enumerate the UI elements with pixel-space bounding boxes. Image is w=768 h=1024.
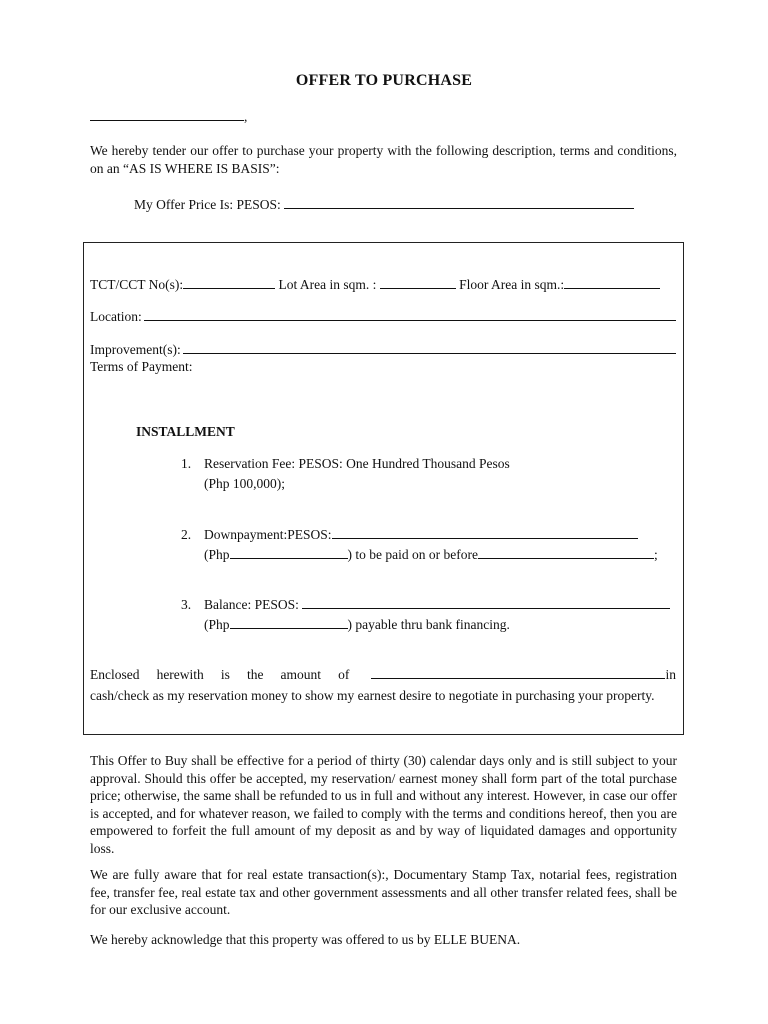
offer-price-row	[134, 196, 634, 214]
downpayment-suffix: ;	[653, 547, 658, 562]
installment-heading: INSTALLMENT	[136, 424, 235, 439]
enclosed-line2: cash/check as my reservation money to show my earnest desire to negotiate in purchasing your property.	[90, 688, 655, 703]
floor-area-label: Floor Area in sqm.:	[459, 277, 565, 292]
downpayment-php-blank[interactable]	[230, 546, 348, 559]
improvements-row	[90, 341, 676, 359]
improvements-label: Improvement(s):	[90, 342, 181, 357]
downpayment-date-blank[interactable]	[478, 546, 654, 559]
downpayment-due-label: ) to be paid on or before	[347, 547, 478, 562]
enclosed-word: herewith	[156, 667, 204, 682]
item-3-line2	[204, 616, 510, 634]
intro-paragraph: We hereby tender our offer to purchase your property with the following description, terms and conditions, on an “AS IS WHERE IS BASIS”:	[90, 143, 677, 176]
enclosed-amount-blank[interactable]	[371, 666, 665, 679]
item-2-line2	[204, 546, 658, 564]
lot-area-blank[interactable]	[380, 276, 456, 289]
tct-label: TCT/CCT No(s):	[90, 277, 184, 292]
enclosed-word: amount	[280, 667, 321, 682]
enclosed-in: in	[665, 667, 676, 682]
enclosed-word: the	[246, 667, 264, 682]
document-title: OFFER TO PURCHASE	[295, 72, 473, 89]
tct-row	[90, 276, 660, 294]
downpayment-php-prefix: (Php	[204, 547, 230, 562]
item-3-line1	[204, 596, 670, 614]
downpayment-blank[interactable]	[332, 526, 638, 539]
validity-paragraph: This Offer to Buy shall be effective for a period of thirty (30) calendar days only and is still subject to your approval. Should this offer be accepted, my reservation/ earnest money shall form part of the total purchase price; otherwise, the same shall be refunded to us in full and without any interest. However, in case our offer is accepted, and for whatever reason, we failed to comply with the terms and conditions hereof, then you are empowered to forfeit the full amount of my deposit as and by way of liquidated damages and opportunity loss.	[90, 753, 677, 856]
tct-blank[interactable]	[183, 276, 275, 289]
balance-blank[interactable]	[302, 596, 670, 609]
addressee-blank[interactable]	[90, 108, 244, 121]
lot-area-label: Lot Area in sqm. :	[278, 277, 377, 292]
enclosed-word: is	[220, 667, 230, 682]
item-3-number: 3.	[181, 597, 192, 612]
balance-php-blank[interactable]	[230, 616, 348, 629]
balance-label: Balance: PESOS:	[204, 597, 299, 612]
balance-financing-label: ) payable thru bank financing.	[347, 617, 510, 632]
item-1-line2: (Php 100,000);	[204, 476, 285, 491]
location-row	[90, 308, 676, 326]
location-label: Location:	[90, 309, 142, 324]
location-blank[interactable]	[144, 308, 676, 321]
improvements-blank[interactable]	[183, 341, 676, 354]
taxes-paragraph: We are fully aware that for real estate transaction(s):, Documentary Stamp Tax, notarial fees, registration fee, transfer fee, real estate tax and other government assessments and all other transfer related fees, shall be for our exclusive account.	[90, 867, 677, 918]
addressee-suffix: ,	[244, 109, 248, 124]
item-2-number: 2.	[181, 527, 192, 542]
item-2-line1	[204, 526, 638, 544]
item-1-number: 1.	[181, 456, 192, 471]
enclosed-line1	[90, 666, 676, 684]
offer-price-blank[interactable]	[284, 196, 634, 209]
offer-price-label: My Offer Price Is: PESOS:	[134, 197, 281, 212]
balance-php-prefix: (Php	[204, 617, 230, 632]
enclosed-word: Enclosed	[90, 667, 140, 682]
enclosed-word: of	[338, 667, 350, 682]
item-1-line1: Reservation Fee: PESOS: One Hundred Thousand Pesos	[204, 456, 510, 471]
addressee-line	[90, 108, 247, 126]
floor-area-blank[interactable]	[564, 276, 660, 289]
terms-of-payment: Terms of Payment:	[90, 359, 193, 374]
downpayment-label: Downpayment:PESOS:	[204, 527, 332, 542]
acknowledgement-paragraph: We hereby acknowledge that this property was offered to us by ELLE BUENA.	[90, 932, 521, 947]
